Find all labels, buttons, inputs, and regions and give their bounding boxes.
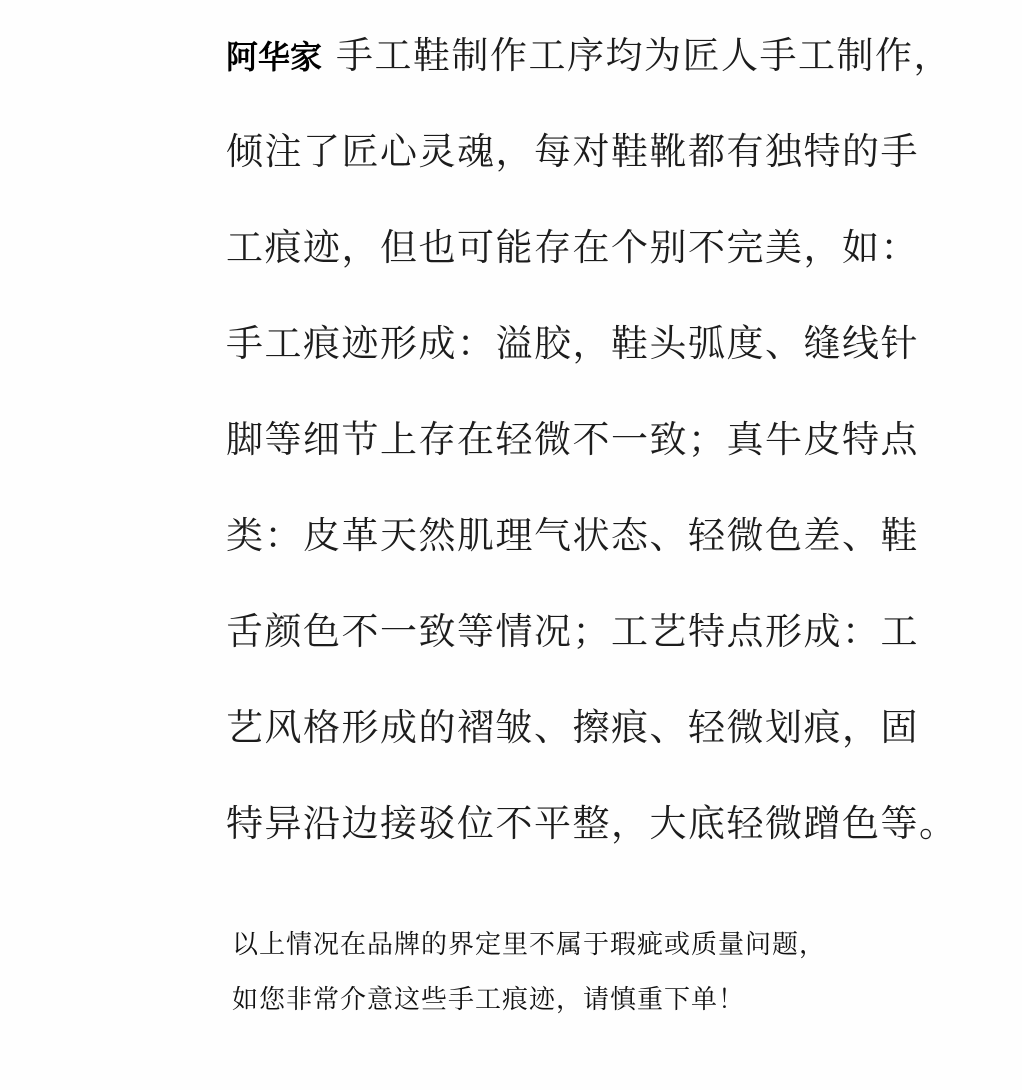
description-line-2: 倾注了匠心灵魂，每对鞋靴都有独特的手 <box>226 130 919 173</box>
description-line-3: 工痕迹，但也可能存在个别不完美，如： <box>226 226 919 269</box>
brand-name: 阿华家 <box>226 38 323 76</box>
notice-line-1: 以上情况在品牌的界定里不属于瑕疵或质量问题， <box>232 930 827 960</box>
description-line-9: 特异沿边接驳位不平整，大底轻微蹭色等。 <box>226 802 958 845</box>
purchase-notice <box>232 922 932 1032</box>
description-line-7: 舌颜色不一致等情况；工艺特点形成：工 <box>226 610 919 653</box>
craftsmanship-description <box>226 28 966 892</box>
description-line-1-text: 手工鞋制作工序均为匠人手工制作， <box>336 34 953 77</box>
description-line-6: 类：皮革天然肌理气状态、轻微色差、鞋 <box>226 514 919 557</box>
notice-line-2: 如您非常介意这些手工痕迹，请慎重下单！ <box>232 985 746 1015</box>
description-line-8: 艺风格形成的褶皱、擦痕、轻微划痕，固 <box>226 706 919 749</box>
description-line-4: 手工痕迹形成：溢胶，鞋头弧度、缝线针 <box>226 322 919 365</box>
description-line-1 <box>226 28 966 124</box>
description-line-5: 脚等细节上存在轻微不一致；真牛皮特点 <box>226 418 919 461</box>
